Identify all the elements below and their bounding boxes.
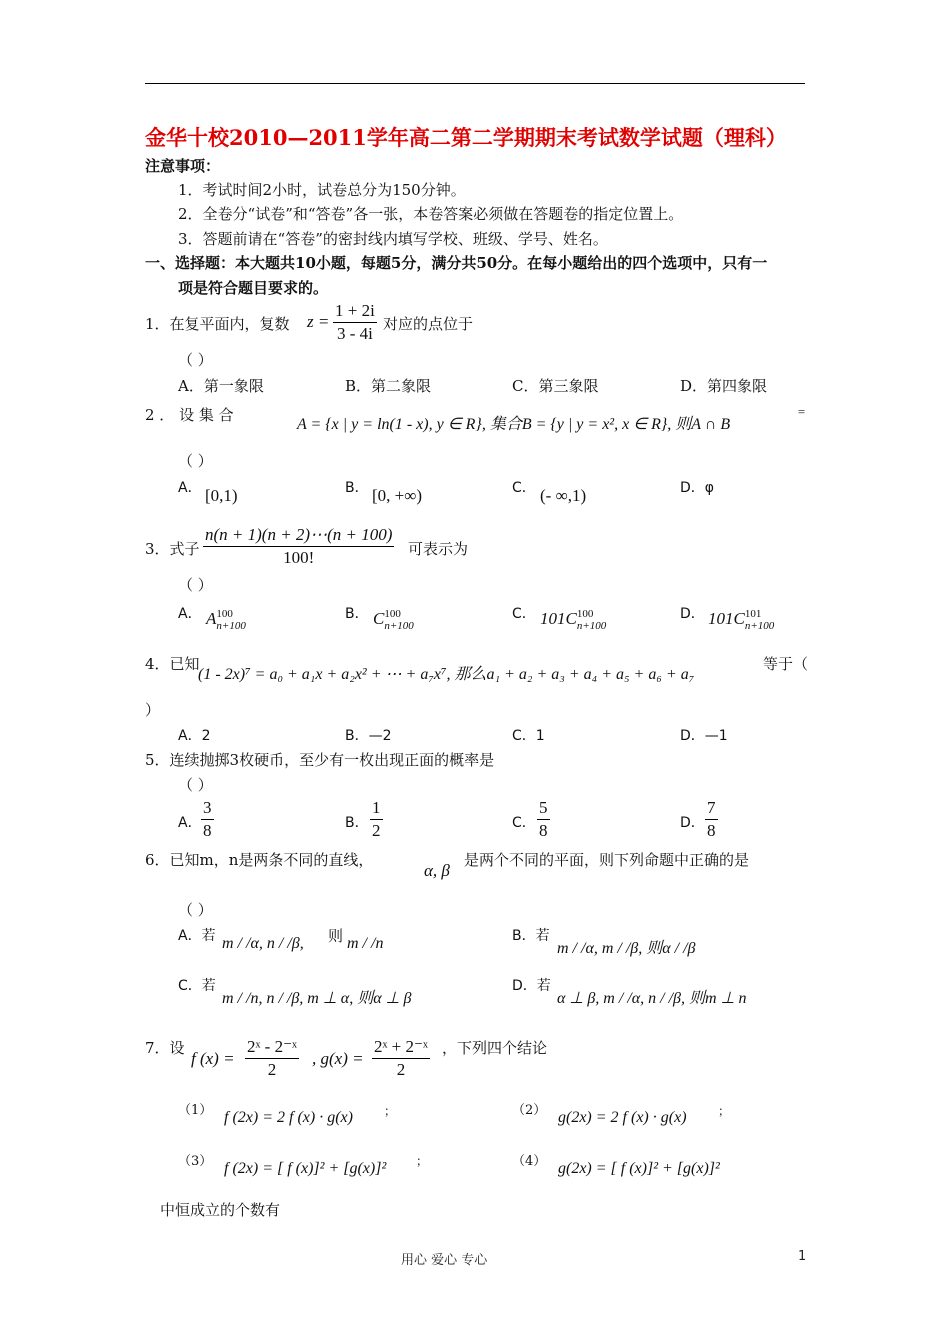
q7-c1-expression: f (2x) = 2 f (x) · g(x): [224, 1109, 353, 1126]
q3-label-c: C．: [512, 606, 536, 622]
q5-text: 5．连续抛掷3枚硬币，至少有一枚出现正面的概率是: [145, 751, 495, 769]
q6-prefix: 6．已知m，n是两条不同的直线，: [145, 851, 374, 869]
q2-value-c: (- ∞,1): [540, 486, 587, 505]
q6-a-result: m / /n: [347, 935, 384, 952]
q6-d-expression: α ⊥ β, m / /α, n / /β, 则m ⊥ n: [557, 990, 747, 1007]
q3-option-d-symbol: 101C: [708, 608, 745, 628]
q1-paren: （ ）: [178, 351, 213, 369]
q6-a-label: A．若: [178, 928, 216, 944]
q5-b-num: 1: [370, 797, 383, 820]
q5-fraction-b: [370, 797, 383, 842]
q4-suffix: 等于（: [763, 655, 809, 673]
q6-paren: （ ）: [178, 901, 213, 919]
q2-value-b: [0, +∞): [372, 486, 423, 505]
q6-a-expression: m / /α, n / /β,: [222, 935, 304, 952]
q5-fraction-c: [537, 797, 550, 842]
q4-option-a: A．2: [178, 728, 211, 744]
q5-b-den: 2: [372, 821, 381, 840]
q4-expression: (1 - 2x)⁷ = a₀ + a₁x + a₂x² + ⋯ + a₇x⁷, 那么a₁ + a₂ + a₃ + a₄ + a₅ + a₆ + a₇: [198, 666, 695, 683]
q3-option-a-sup: 100: [216, 608, 233, 620]
q2-label-d: D．φ: [680, 480, 715, 496]
q3-suffix: 可表示为: [408, 540, 469, 558]
q5-c-num: 5: [537, 797, 550, 820]
q3-option-b: [373, 608, 414, 632]
q7-f-numerator: 2ˣ - 2⁻ˣ: [245, 1036, 299, 1059]
q3-label-d: D．: [680, 606, 705, 622]
q3-option-a-sub: n+100: [216, 620, 246, 632]
header-rule: [145, 83, 805, 84]
page-title: 金华十校2010—2011学年高二第二学期期末考试数学试题（理科）: [145, 125, 787, 150]
q3-option-b-symbol: C: [373, 608, 385, 628]
q2-equals: =: [797, 404, 806, 419]
q1-option-b: B．第二象限: [345, 377, 432, 395]
q2-prefix: 2 ． 设 集 合: [145, 406, 234, 424]
q7-c2-label: （2）: [512, 1103, 547, 1118]
notice-item-2: 2．全卷分“试卷”和“答卷”各一张，本卷答案必须做在答题卷的指定位置上。: [178, 205, 684, 223]
q1-prefix: 1．在复平面内，复数: [145, 315, 290, 333]
notice-item-1: 1．考试时间2小时，试卷总分为150分钟。: [178, 181, 466, 199]
q1-numerator: 1 + 2i: [333, 300, 377, 323]
q3-label-b: B．: [345, 606, 369, 622]
q5-a-num: 3: [201, 797, 214, 820]
q1-option-c: C．第三象限: [512, 377, 599, 395]
q7-c4-label: （4）: [512, 1154, 547, 1169]
q4-option-d: D．—1: [680, 728, 728, 744]
q7-c2-expression: g(2x) = 2 f (x) · g(x): [558, 1109, 687, 1126]
section1-line2: 项是符合题目要求的。: [178, 279, 329, 297]
q5-a-den: 8: [203, 821, 212, 840]
q7-g-fraction: [372, 1036, 430, 1081]
q3-numerator: n(n + 1)(n + 2)⋯(n + 100): [203, 524, 394, 547]
q1-option-d: D．第四象限: [680, 377, 768, 395]
q3-option-b-sup: 100: [384, 608, 401, 620]
q6-a-then: 则: [328, 927, 344, 945]
q6-b-label: B．若: [512, 928, 550, 944]
q7-c2-semicolon: ；: [718, 1104, 731, 1118]
q3-option-c: [540, 608, 606, 632]
q6-d-label: D．若: [512, 978, 551, 994]
q7-g-numerator: 2ˣ + 2⁻ˣ: [372, 1036, 430, 1059]
q3-prefix: 3．式子: [145, 540, 200, 558]
q1-denominator: 3 - 4i: [336, 324, 373, 343]
q3-option-d-sup: 101: [744, 608, 762, 620]
q6-c-label: C．若: [178, 978, 216, 994]
q3-option-a-symbol: A: [206, 608, 217, 628]
section1-line1: 一、选择题：本大题共10小题，每题5分，满分共50分。在每小题给出的四个选项中，只有一: [145, 254, 768, 272]
q3-option-a: [206, 608, 246, 632]
q7-suffix: ，下列四个结论: [442, 1039, 548, 1057]
q2-label-b: B．: [345, 480, 369, 496]
q5-label-c: C．: [512, 815, 536, 831]
q2-paren: （ ）: [178, 452, 213, 470]
q7-c1-semicolon: ；: [384, 1104, 397, 1118]
page-number: 1: [798, 1249, 807, 1264]
q2-expression: A = {x | y = ln(1 - x), y ∈ R}, 集合B = {y | y = x², x ∈ R}, 则A ∩ B: [297, 416, 731, 433]
q3-option-d: [708, 608, 774, 632]
q5-d-num: 7: [705, 797, 718, 820]
q3-option-c-symbol: 101C: [540, 608, 577, 628]
q7-c3-label: （3）: [178, 1154, 213, 1169]
q4-option-b: B．—2: [345, 728, 392, 744]
q7-prefix: 7．设: [145, 1039, 185, 1057]
q3-option-c-sup: 100: [576, 608, 594, 620]
q6-suffix: 是两个不同的平面，则下列命题中正确的是: [464, 851, 750, 869]
q2-label-a: A．: [178, 480, 202, 496]
q7-c4-expression: g(2x) = [ f (x)]² + [g(x)]²: [558, 1160, 720, 1177]
q5-fraction-a: [201, 797, 214, 842]
q5-c-den: 8: [539, 821, 548, 840]
q5-label-a: A．: [178, 815, 202, 831]
q2-label-c: C．: [512, 480, 536, 496]
q1-option-a: A．第一象限: [178, 377, 264, 395]
q6-c-expression: m / /n, n / /β, m ⊥ α, 则α ⊥ β: [222, 990, 412, 1007]
notice-heading: 注意事项：: [145, 157, 221, 175]
q3-fraction: [203, 524, 394, 569]
q7-f-denominator: 2: [267, 1060, 277, 1079]
q3-option-c-sub: n+100: [576, 620, 607, 632]
q7-c3-expression: f (2x) = [ f (x)]² + [g(x)]²: [224, 1160, 387, 1177]
q6-alpha-beta: α, β: [424, 861, 450, 880]
q3-option-d-sub: n+100: [744, 620, 775, 632]
q3-label-a: A．: [178, 606, 202, 622]
q4-option-c: C．1: [512, 728, 545, 744]
notice-item-3: 3．答题前请在“答卷”的密封线内填写学校、班级、学号、姓名。: [178, 230, 608, 248]
q2-value-a: [0,1): [205, 486, 238, 505]
q7-c3-semicolon: ；: [416, 1154, 429, 1168]
q1-fraction: [333, 300, 377, 345]
q5-label-b: B．: [345, 815, 369, 831]
q3-paren: （ ）: [178, 576, 213, 594]
q5-d-den: 8: [707, 821, 716, 840]
q4-prefix: 4．已知: [145, 655, 200, 673]
q5-fraction-d: [705, 797, 718, 842]
q5-label-d: D．: [680, 815, 705, 831]
q5-paren: （ ）: [178, 776, 213, 794]
q6-b-expression: m / /α, m / /β, 则α / /β: [557, 940, 696, 957]
q1-z: z =: [307, 312, 330, 331]
q7-g-denominator: 2: [396, 1060, 406, 1079]
q7-f-fraction: [245, 1036, 299, 1081]
q7-g-label: , g(x) =: [312, 1049, 364, 1068]
q1-suffix: 对应的点位于: [383, 315, 474, 333]
q7-c1-label: （1）: [178, 1103, 213, 1118]
q3-denominator: 100!: [283, 548, 315, 567]
q7-tail: 中恒成立的个数有: [160, 1201, 281, 1219]
q7-f-label: f (x) =: [191, 1049, 235, 1068]
footer-motto: 用心 爱心 专心: [401, 1253, 488, 1268]
q3-option-b-sub: n+100: [384, 620, 414, 632]
q4-close-paren: ）: [145, 701, 161, 719]
